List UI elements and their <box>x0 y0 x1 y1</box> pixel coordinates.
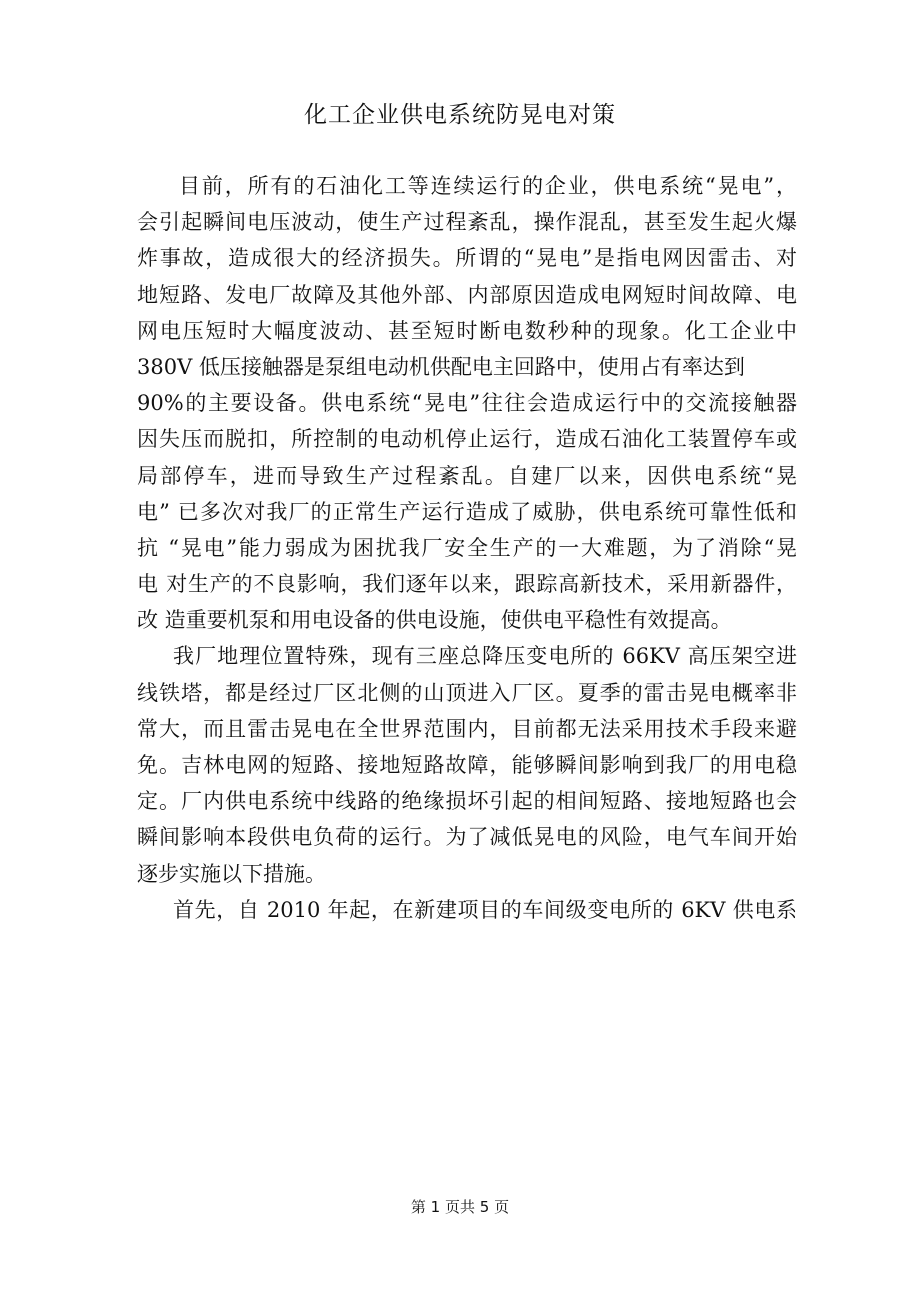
text-line: 地短路、发电厂故障及其他外部、内部原因造成电网短时间故障、电 <box>137 282 797 307</box>
text-line: 网电压短时大幅度波动、甚至短时断电数秒种的现象。化工企业中 <box>137 318 797 343</box>
paragraph-2 <box>137 638 797 891</box>
text-line: 380V 低压接触器是泵组电动机供配电主回路中，使用占有率达到 <box>137 354 745 379</box>
text-line: 会引起瞬间电压波动，使生产过程紊乱，操作混乱，甚至发生起火爆 <box>137 210 797 235</box>
text-line: 因失压而脱扣，所控制的电动机停止运行，造成石油化工装置停车或 <box>137 427 797 452</box>
text-line: 逐步实施以下措施。 <box>137 861 326 886</box>
text-line: 常大，而且雷击晃电在全世界范围内，目前都无法采用技术手段来避 <box>137 716 797 741</box>
text-line: 炸事故，造成很大的经济损失。所谓的“晃电”是指电网因雷击、对 <box>137 246 797 271</box>
text-line: 抗 “晃电”能力弱成为困扰我厂安全生产的一大难题，为了消除“晃 <box>137 535 797 560</box>
page-footer: 第 1 页共 5 页 <box>410 1198 510 1216</box>
text-line: 定。厂内供电系统中线路的绝缘损坏引起的相间短路、接地短路也会 <box>137 789 797 814</box>
text-line: 电 对生产的不良影响，我们逐年以来，跟踪高新技术，采用新器件， <box>137 572 797 597</box>
text-line: 瞬间影响本段供电负荷的运行。为了减低晃电的风险，电气车间开始 <box>137 825 797 850</box>
text-line: 免。吉林电网的短路、接地短路故障，能够瞬间影响到我厂的用电稳 <box>137 753 797 777</box>
text-line: 我厂地理位置特殊，现有三座总降压变电所的 66KV 高压架空进 <box>173 644 797 669</box>
text-line: 改 造重要机泵和用电设备的供电设施，使供电平稳性有效提高。 <box>137 608 732 633</box>
text-line: 电” 已多次对我厂的正常生产运行造成了威胁，供电系统可靠性低和 <box>137 499 797 524</box>
text-line: 90%的主要设备。供电系统“晃电”往往会造成运行中的交流接触器 <box>137 391 797 416</box>
document-body <box>137 168 797 928</box>
paragraph-1 <box>137 168 797 638</box>
paragraph-3 <box>137 892 797 928</box>
text-line: 首先，自 2010 年起，在新建项目的车间级变电所的 6KV 供电系 <box>173 897 797 922</box>
text-line: 局部停车，进而导致生产过程紊乱。自建厂以来，因供电系统“晃 <box>137 463 797 488</box>
document-title: 化工企业供电系统防晃电对策 <box>304 102 616 128</box>
text-line: 目前，所有的石油化工等连续运行的企业，供电系统“晃电”， <box>179 174 797 198</box>
text-line: 线铁塔，都是经过厂区北侧的山顶进入厂区。夏季的雷击晃电概率非 <box>137 680 797 705</box>
